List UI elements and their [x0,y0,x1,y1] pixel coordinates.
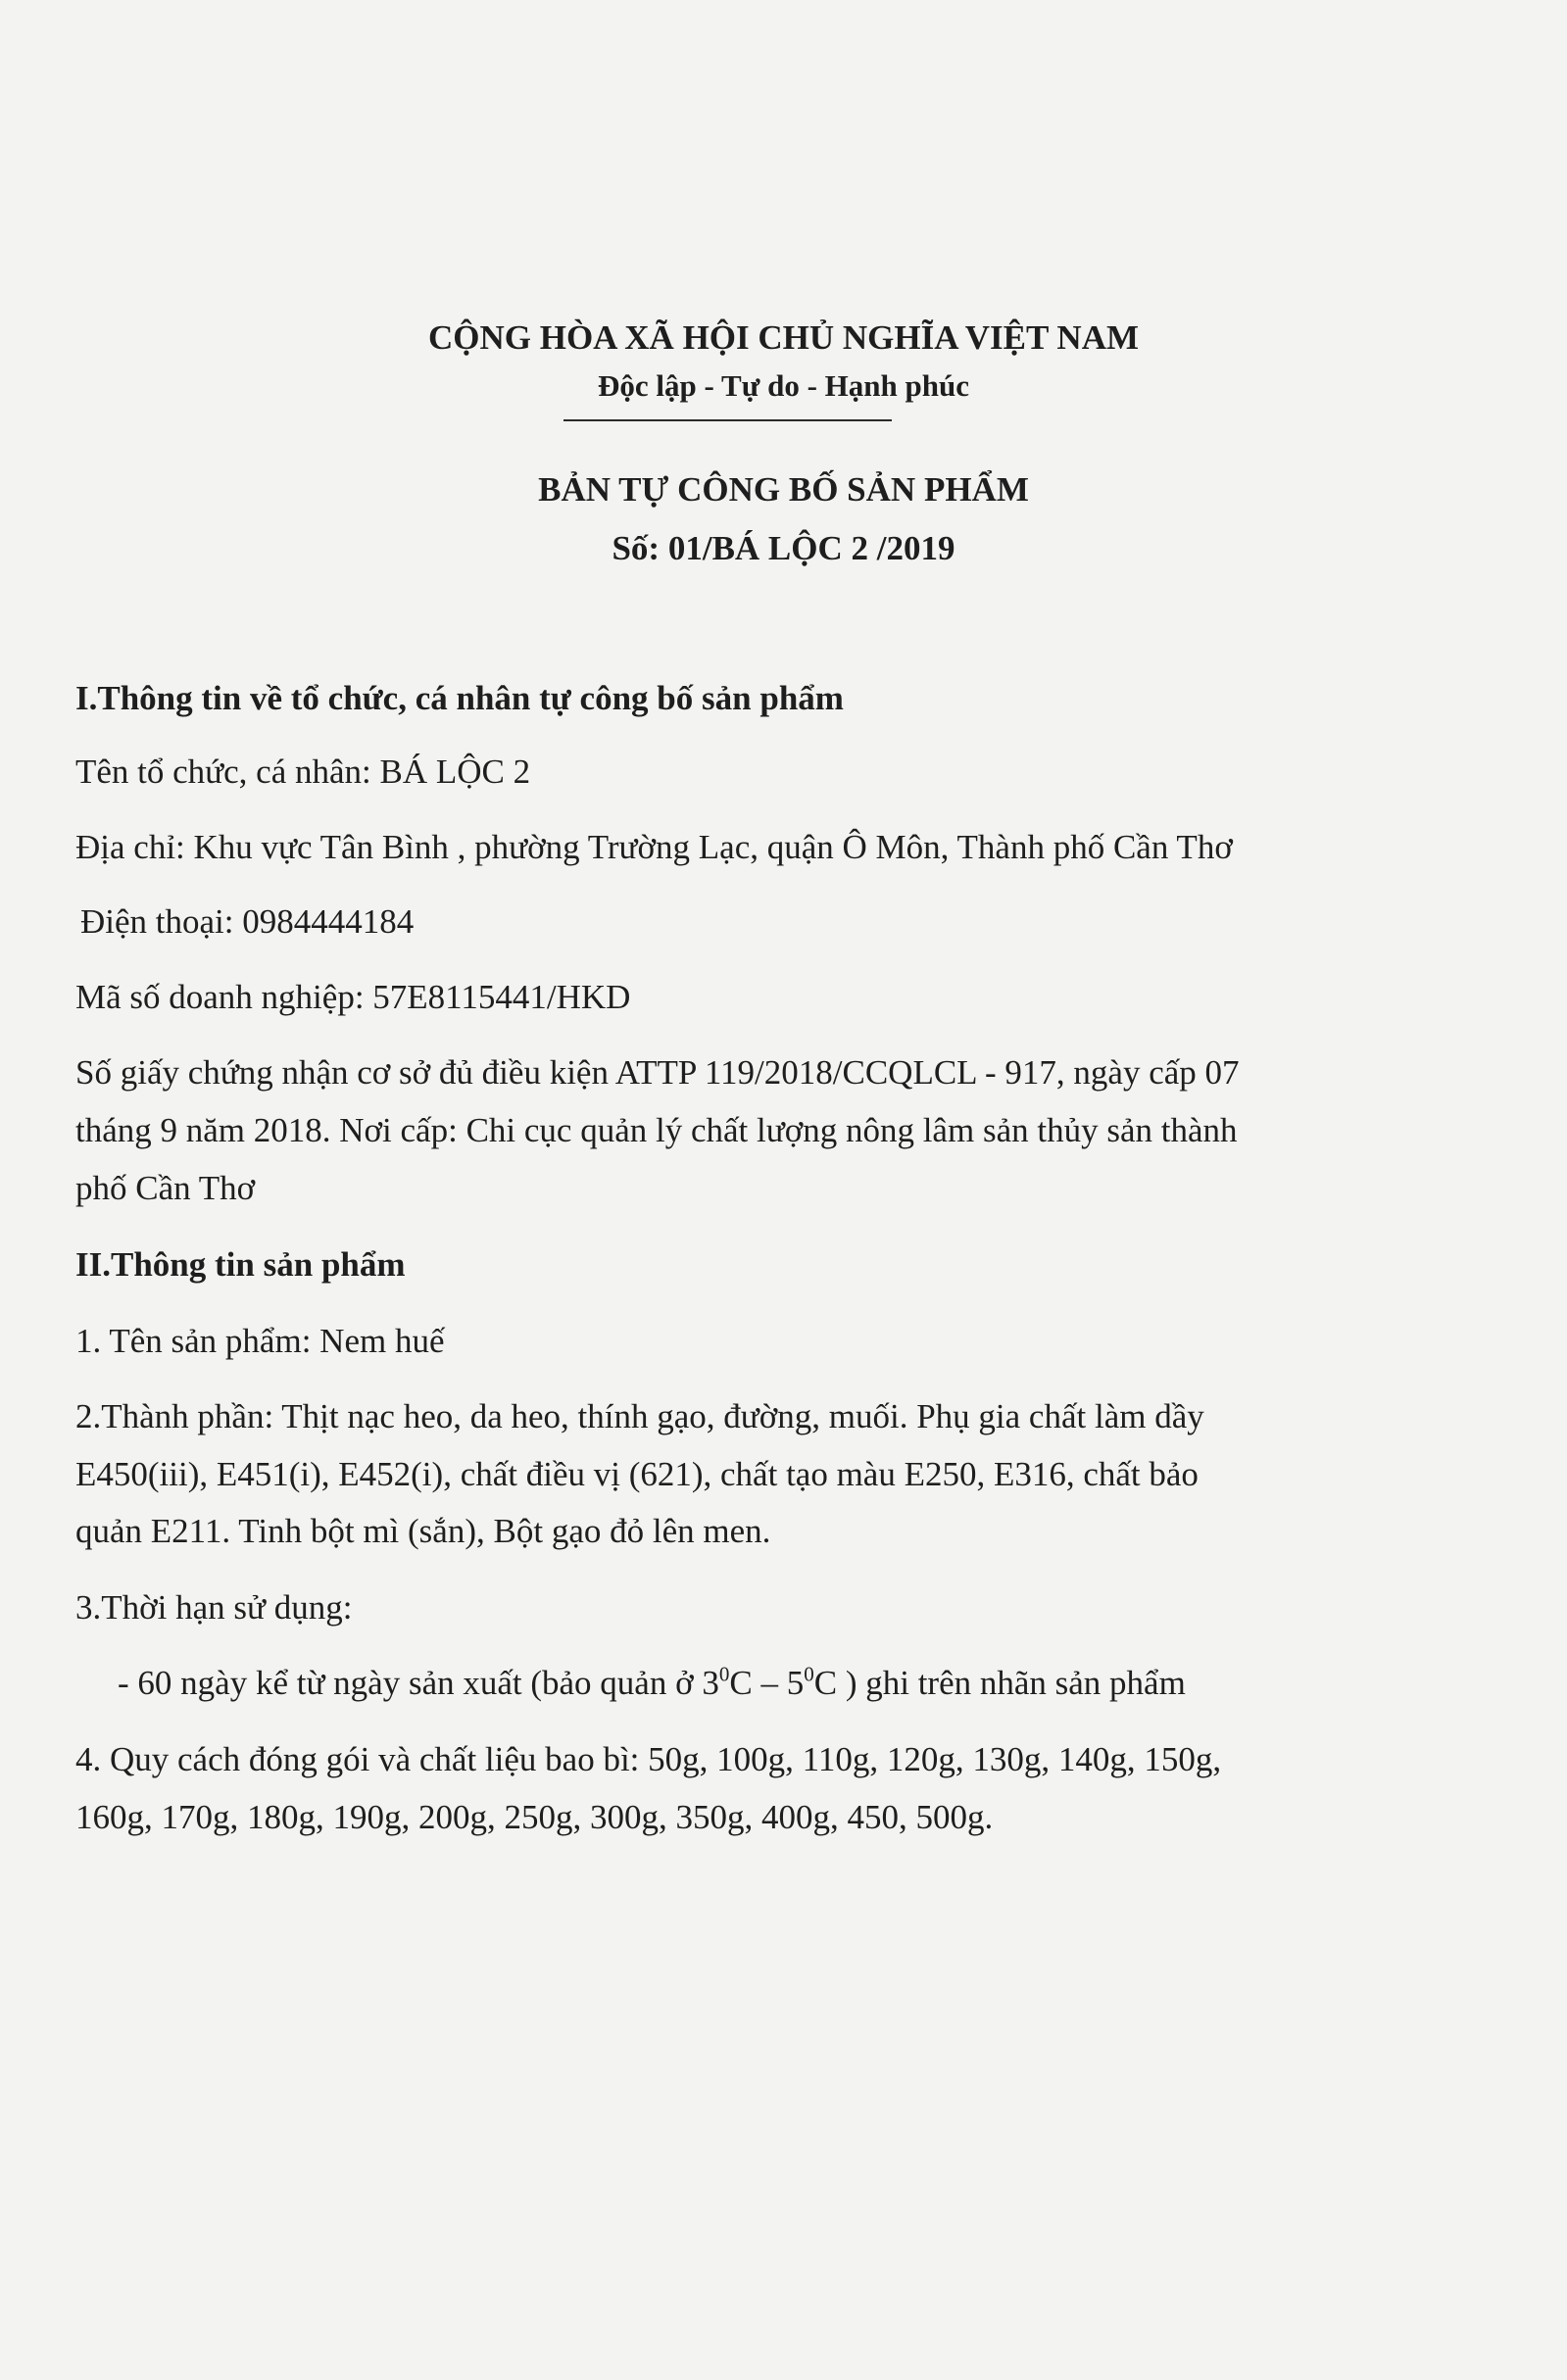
shelf-life-detail: - 60 ngày kể từ ngày sản xuất (bảo quản ở $3^0C - 5^0C$ ) ghi trên nhãn sản phẩm [118,1662,1186,1702]
ingredients-line-2: E450(iii), E451(i), E452(i), chất điều vị (621), chất tạo màu E250, E316, chất bảo [75,1455,1199,1493]
country-name: CỘNG HÒA XÃ HỘI CHỦ NGHĨA VIỆT NAM [427,318,1140,357]
ingredients-line-1: 2.Thành phần: Thịt nạc heo, da heo, thính gạo, đường, muối. Phụ gia chất làm dầy [75,1397,1204,1435]
certificate-line-3: phố Cần Thơ [75,1169,256,1207]
national-motto: Độc lập - Tự do - Hạnh phúc [598,368,969,403]
section-1-heading: I.Thông tin về tổ chức, cá nhân tự công bố sản phẩm [75,679,844,717]
certificate-line-2: tháng 9 năm 2018. Nơi cấp: Chi cục quản lý chất lượng nông lâm sản thủy sản thành [75,1111,1238,1149]
shelf-life-heading: 3.Thời hạn sử dụng: [75,1588,353,1627]
product-name: 1. Tên sản phẩm: Nem huế [75,1322,445,1360]
motto-divider [563,419,892,421]
certificate-line-1: Số giấy chứng nhận cơ sở đủ điều kiện ATTP 119/2018/CCQLCL - 917, ngày cấp 07 [75,1053,1240,1092]
phone: Điện thoại: 0984444184 [80,902,415,941]
business-code: Mã số doanh nghiệp: 57E8115441/HKD [75,978,631,1016]
document-title: BẢN TỰ CÔNG BỐ SẢN PHẨM [538,470,1029,509]
address: Địa chỉ: Khu vực Tân Bình , phường Trường Lạc, quận Ô Môn, Thành phố Cần Thơ [75,828,1233,866]
section-2-heading: II.Thông tin sản phẩm [75,1245,406,1284]
document-number: Số: 01/BÁ LỘC 2 /2019 [612,529,955,567]
ingredients-line-3: quản E211. Tinh bột mì (sắn), Bột gạo đỏ lên men. [75,1512,771,1550]
organization-name: Tên tổ chức, cá nhân: BÁ LỘC 2 [75,753,531,791]
packaging-line-2: 160g, 170g, 180g, 190g, 200g, 250g, 300g, 350g, 400g, 450, 500g. [75,1798,994,1836]
packaging-line-1: 4. Quy cách đóng gói và chất liệu bao bì: 50g, 100g, 110g, 120g, 130g, 140g, 150g, [75,1740,1222,1778]
